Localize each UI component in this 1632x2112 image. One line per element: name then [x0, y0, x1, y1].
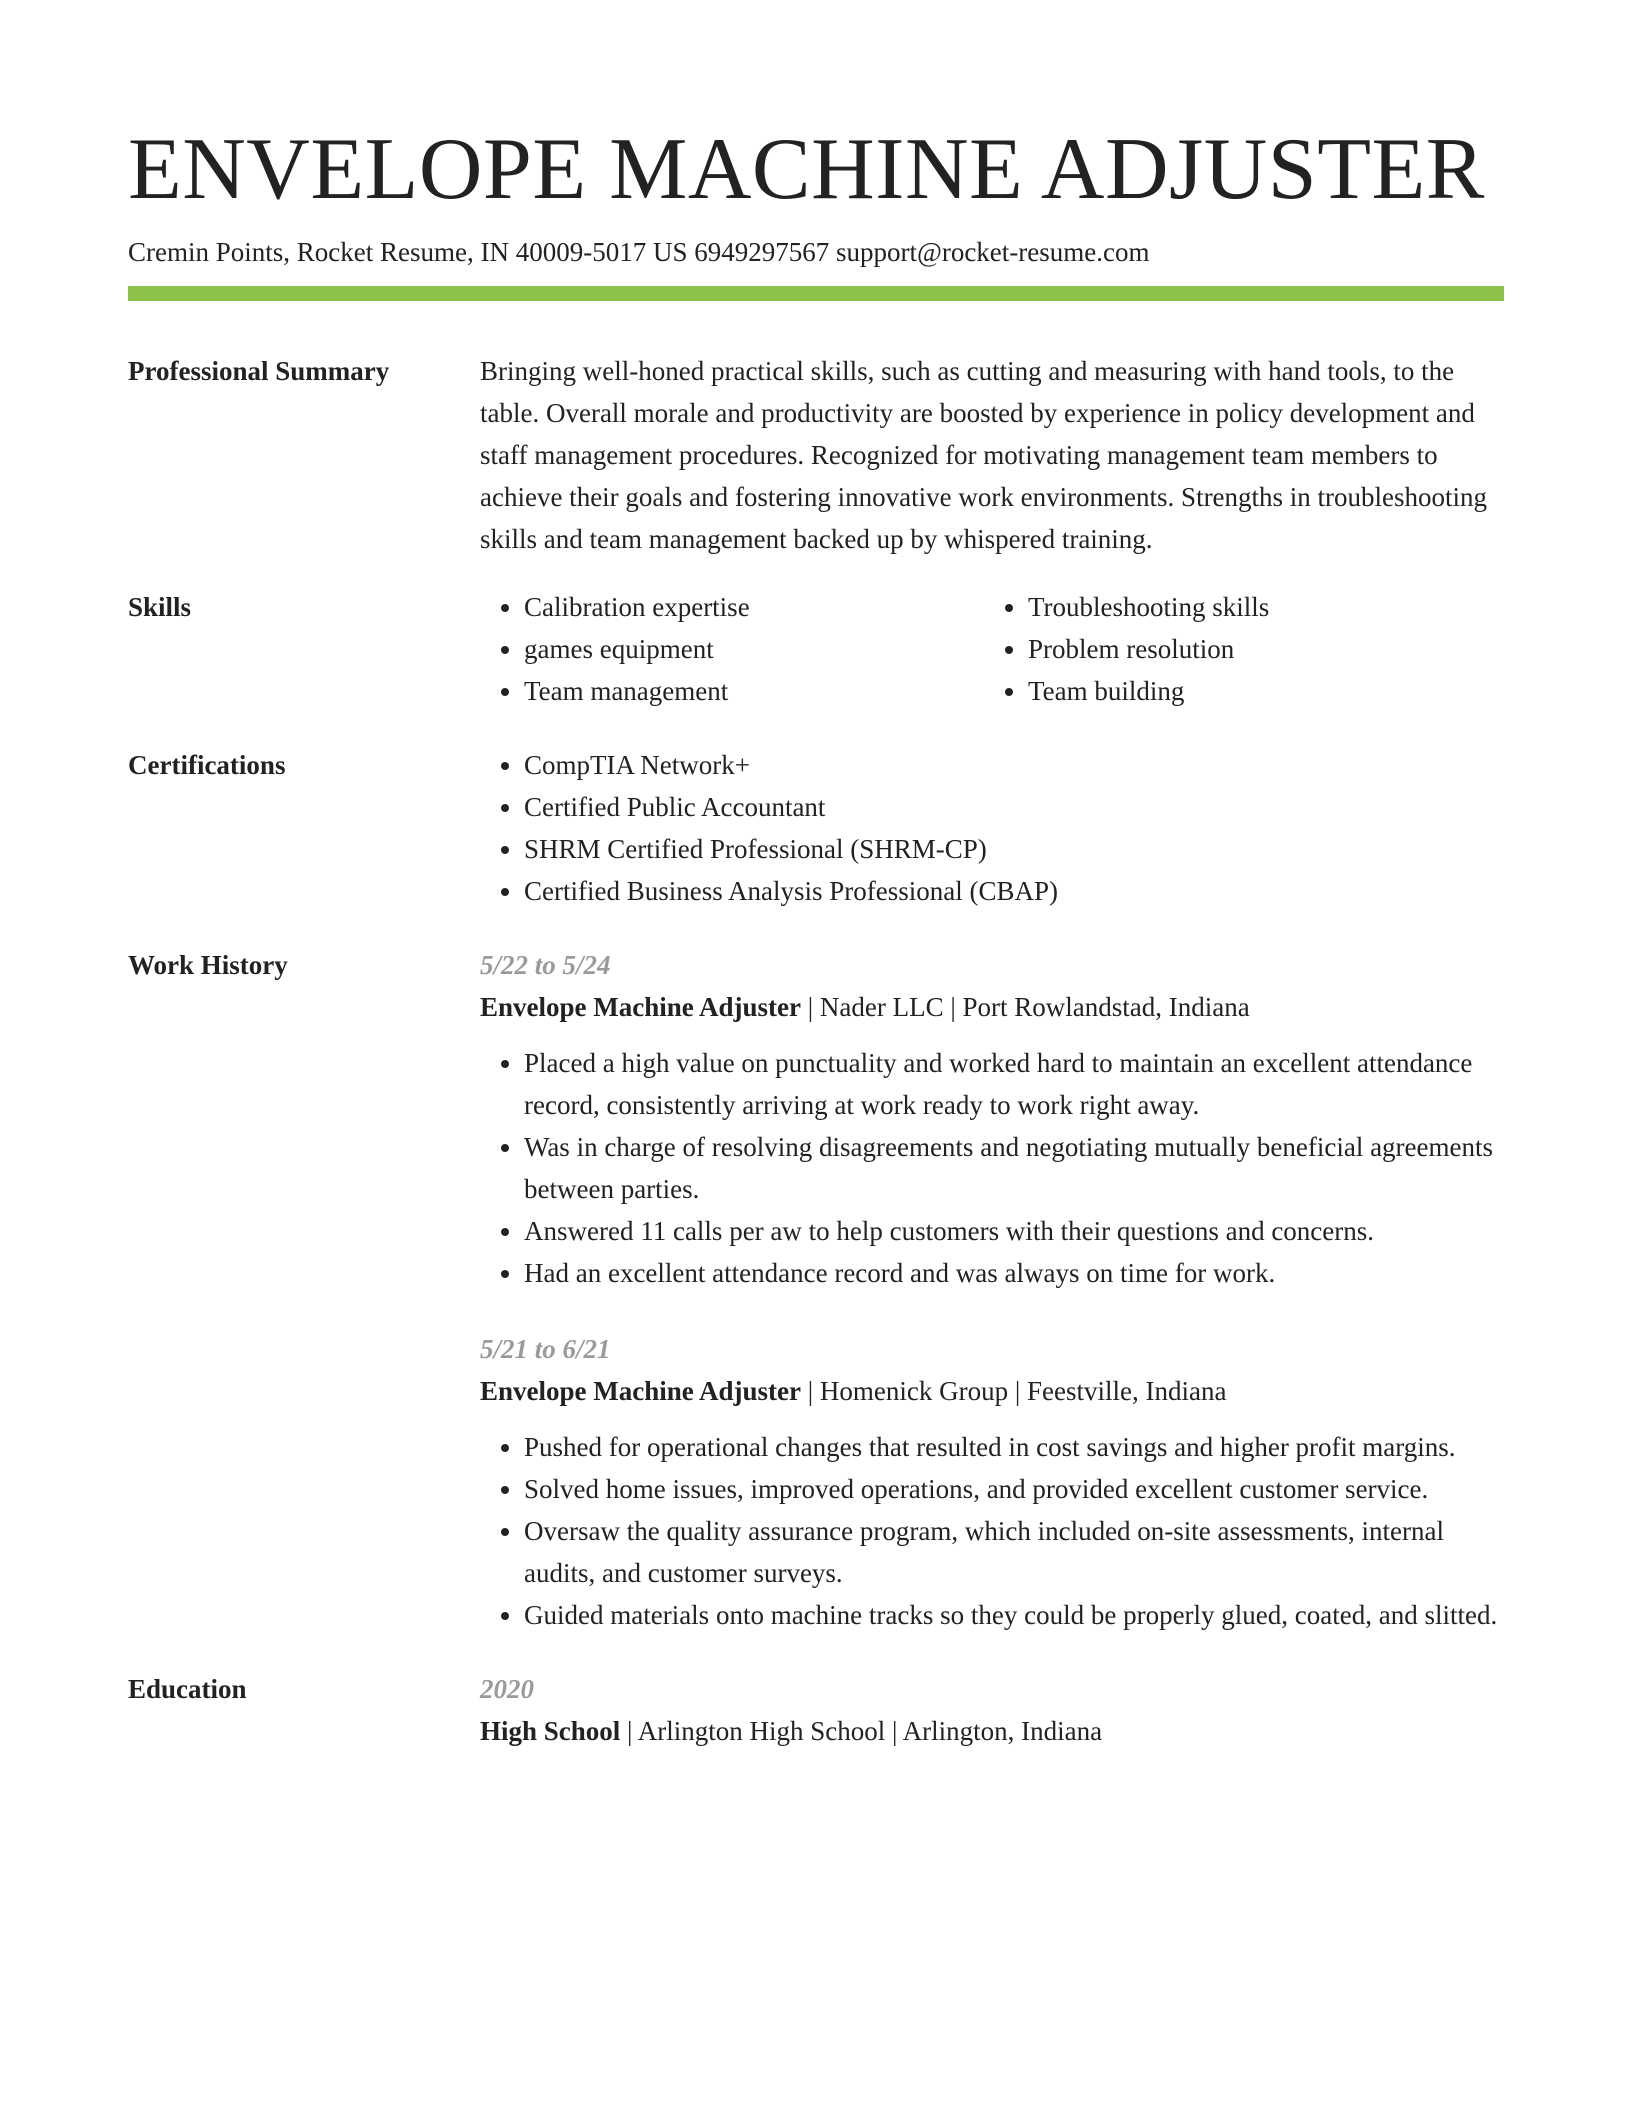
certifications-body	[480, 744, 1504, 912]
certification-item: • SHRM Certified Professional (SHRM-CP)	[524, 828, 1504, 870]
summary-text: Bringing well-honed practical skills, such as cutting and measuring with hand tools, to the table. Overall morale and productivity are boosted by experience in policy development and staff management procedures. Recognized for motivating management team members to achieve their goals and fostering innovative work environments. Strengths in troubleshooting skills and team management backed up by whispered training.	[480, 356, 1488, 554]
job-bullet: • Solved home issues, improved operations, and provided excellent customer service.	[524, 1468, 1504, 1510]
job-details: | Nader LLC | Port Rowlandstad, Indiana	[801, 992, 1250, 1022]
education-year: 2020	[480, 1674, 534, 1704]
resume-sections	[128, 350, 1504, 1784]
contact-line: Cremin Points, Rocket Resume, IN 40009-5017 US 6949297567 support@rocket-resume.com	[128, 237, 1150, 267]
job-bullets	[480, 1426, 1504, 1636]
skills-label: Skills	[128, 592, 192, 622]
certifications-list	[480, 744, 1504, 912]
certifications-section	[128, 744, 1504, 912]
job-dates: 5/22 to 5/24	[480, 950, 611, 980]
summary-body	[480, 350, 1504, 560]
certification-item: • CompTIA Network+	[524, 744, 1504, 786]
skills-column-right	[984, 586, 1488, 712]
candidate-name: ENVELOPE MACHINE ADJUSTER	[128, 121, 1485, 218]
work-history-section	[128, 944, 1504, 1636]
work-history-body	[480, 944, 1504, 1636]
resume-header	[128, 118, 1504, 270]
job-heading	[480, 986, 1504, 1028]
skills-list-right	[984, 586, 1488, 712]
education-details: | Arlington High School | Arlington, Indiana	[620, 1716, 1103, 1746]
job-bullet: • Oversaw the quality assurance program, which included on-site assessments, internal audits, and customer surveys.	[524, 1510, 1504, 1594]
education-section	[128, 1668, 1504, 1752]
job-bullets	[480, 1042, 1504, 1294]
job-entry	[480, 1328, 1504, 1636]
certifications-label: Certifications	[128, 750, 286, 780]
job-bullet: • Pushed for operational changes that resulted in cost savings and higher profit margins.	[524, 1426, 1504, 1468]
education-body	[480, 1668, 1504, 1752]
job-bullet: • Answered 11 calls per aw to help customers with their questions and concerns.	[524, 1210, 1504, 1252]
education-heading	[480, 1710, 1504, 1752]
skills-body	[480, 586, 1504, 712]
skill-item: • Team building	[1028, 670, 1488, 712]
job-heading	[480, 1370, 1504, 1412]
skill-item: • Team management	[524, 670, 984, 712]
skills-column-left	[480, 586, 984, 712]
education-label: Education	[128, 1674, 247, 1704]
job-bullet: • Guided materials onto machine tracks so they could be properly glued, coated, and slitted.	[524, 1594, 1504, 1636]
job-title: Envelope Machine Adjuster	[480, 1376, 801, 1406]
skills-section	[128, 586, 1504, 712]
skill-item: • games equipment	[524, 628, 984, 670]
summary-section	[128, 350, 1504, 560]
job-bullet: • Was in charge of resolving disagreements and negotiating mutually beneficial agreements between parties.	[524, 1126, 1504, 1210]
skill-item: • Calibration expertise	[524, 586, 984, 628]
job-bullet: • Had an excellent attendance record and was always on time for work.	[524, 1252, 1504, 1294]
skills-grid	[480, 586, 1504, 712]
job-details: | Homenick Group | Feestville, Indiana	[801, 1376, 1227, 1406]
certification-item: • Certified Business Analysis Professional (CBAP)	[524, 870, 1504, 912]
job-bullet: • Placed a high value on punctuality and worked hard to maintain an excellent attendance record, consistently arriving at work ready to work right away.	[524, 1042, 1504, 1126]
summary-label: Professional Summary	[128, 356, 390, 386]
job-dates: 5/21 to 6/21	[480, 1334, 611, 1364]
skill-item: • Problem resolution	[1028, 628, 1488, 670]
work-history-label: Work History	[128, 950, 288, 980]
education-degree: High School	[480, 1716, 621, 1746]
skills-list-left	[480, 586, 984, 712]
certification-item: • Certified Public Accountant	[524, 786, 1504, 828]
accent-divider	[128, 286, 1504, 301]
job-entry	[480, 944, 1504, 1294]
skill-item: • Troubleshooting skills	[1028, 586, 1488, 628]
job-title: Envelope Machine Adjuster	[480, 992, 801, 1022]
